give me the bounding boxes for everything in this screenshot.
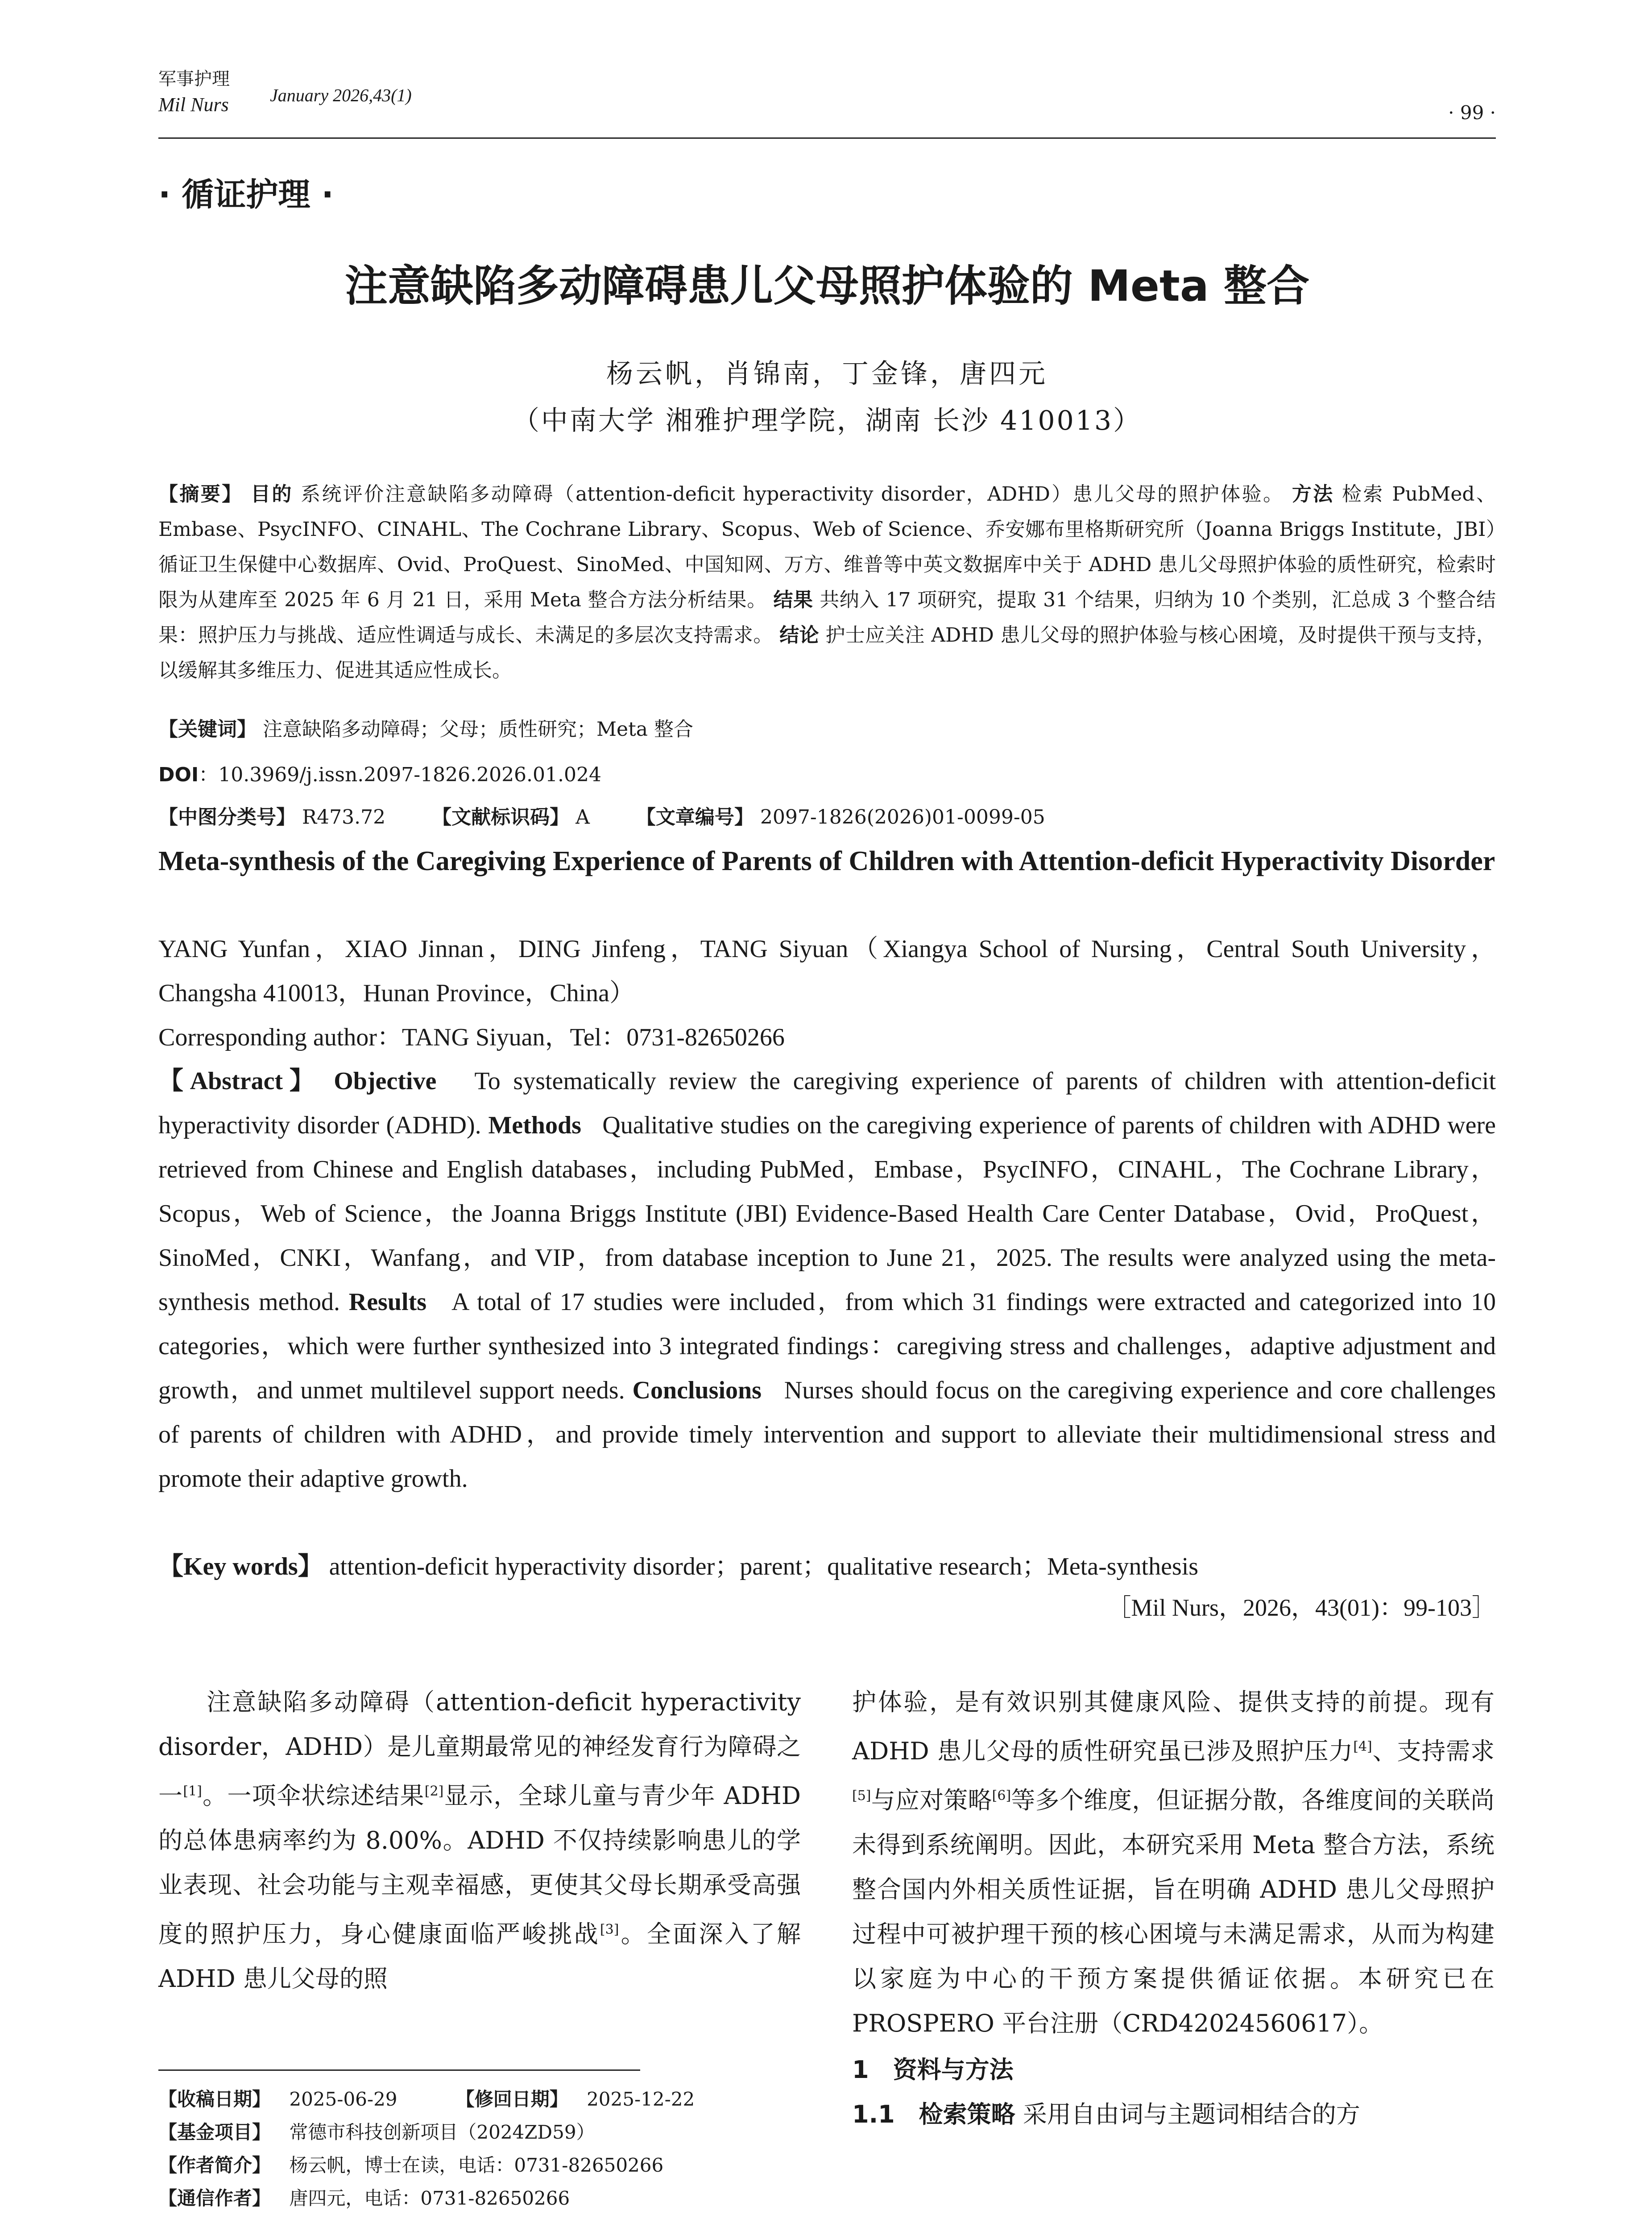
article-title: 注意缺陷多动障碍患儿父母照护体验的 Meta 整合	[344, 261, 1310, 311]
body-paragraph	[852, 1680, 1495, 2046]
article-number-label: 【文章编号】	[636, 806, 754, 829]
article-title-en: Meta-synthesis of the Caregiving Experience of Parents of Children with Attention-deficit Hyperactivity Disorder	[158, 846, 1495, 876]
keywords-en-label: 【Key words】	[158, 1553, 323, 1580]
received-label: 【收稿日期】	[158, 2088, 271, 2110]
doc-code-value: A	[576, 806, 590, 829]
author-bio-label: 【作者简介】	[158, 2154, 271, 2176]
abstract-cn	[158, 477, 1496, 688]
body-text: 。全面深入了解 ADHD 患儿父母的照	[158, 1920, 801, 1993]
body-text: 与应对策略	[871, 1786, 992, 1814]
doi-line	[158, 759, 1496, 787]
methods-en-label: Methods	[488, 1111, 581, 1139]
author-list: 杨云帆，肖锦南，丁金锋，唐四元	[606, 358, 1048, 390]
section-label: · 循证护理 ·	[158, 176, 334, 213]
reference-6: [6]	[992, 1788, 1011, 1804]
issue-date: January 2026,43(1)	[270, 85, 412, 105]
reference-4: [4]	[1353, 1739, 1372, 1754]
corresponding-text: 唐四元，电话：0731-82650266	[289, 2187, 570, 2209]
body-text: 。一项伞状综述结果	[202, 1782, 425, 1810]
corresponding-label: 【通信作者】	[158, 2187, 271, 2209]
citation: ［Mil Nurs，2026，43(01)：99-103］	[1107, 1594, 1496, 1621]
doc-code-label: 【文献标识码】	[432, 806, 570, 829]
abstract-en-label: 【Abstract】	[158, 1067, 321, 1095]
fund-text: 常德市科技创新项目（2024ZD59）	[289, 2121, 595, 2143]
keywords-cn	[158, 713, 1496, 742]
objective-en-text: To systematically review the caregiving experience of parents of children with attention-deficit hyperactivity disorder (ADHD).	[158, 1067, 1496, 1139]
received-date: 2025-06-29	[289, 2088, 397, 2110]
conclusion-en-label: Conclusions	[632, 1377, 762, 1404]
footnote-author	[158, 2149, 828, 2182]
footnote-dates	[158, 2083, 828, 2116]
doi-text: ：10.3969/j.issn.2097-1826.2026.01.024	[199, 763, 601, 786]
revised-date: 2025-12-22	[587, 2088, 695, 2110]
journal-name-cn: 军事护理	[158, 69, 230, 89]
reference-5: [5]	[852, 1788, 871, 1804]
body-left-column	[158, 1680, 801, 2001]
results-label: 结果	[773, 589, 813, 611]
conclusion-text: 护士应关注 ADHD 患儿父母的照护体验与核心困境，及时提供干预与支持，以缓解其多维压力、促进其适应性成长。	[158, 624, 1496, 682]
objective-label: 目的	[250, 483, 293, 506]
article-number-value: 2097-1826(2026)01-0099-05	[760, 806, 1045, 829]
footnote-corresponding	[158, 2182, 828, 2215]
body-text: 显示，全球儿童与青少年 ADHD 的总体患病率约为 8.00%。ADHD 不仅持续影响患儿的学业表现、社会功能与主观幸福感，更使其父母长期承受高强度的照护压力，身心健康面临严峻挑战	[158, 1782, 801, 1948]
reference-3: [3]	[600, 1922, 619, 1937]
body-text: 等多个维度，但证据分散，各维度间的关联尚未得到系统阐明。因此，本研究采用 Meta 整合方法，系统整合国内外相关质性证据，旨在明确 ADHD 患儿父母照护过程中可被护理干预的核心困境与未满足需求，从而为构建以家庭为中心的干预方案提供循证依据。本研究已在 PROSPERO 平台注册（CRD42024560617）。	[852, 1786, 1495, 2037]
keywords-text: 注意缺陷多动障碍；父母；质性研究；Meta 整合	[263, 718, 693, 741]
keywords-en-text: attention-deficit hyperactivity disorder；parent；qualitative research；Meta-synthesis	[329, 1553, 1199, 1580]
body-text: 、支持需求	[1372, 1737, 1495, 1765]
keywords-label: 【关键词】	[158, 718, 257, 741]
header-divider	[158, 137, 1496, 139]
subsection-heading: 1.1 检索策略	[852, 2100, 1015, 2128]
objective-en-label: Objective	[334, 1067, 437, 1095]
keywords-en	[158, 1545, 1496, 1589]
doi-label: DOI	[158, 763, 199, 786]
fund-label: 【基金项目】	[158, 2121, 271, 2143]
abstract-en	[158, 1059, 1496, 1501]
clc-label: 【中图分类号】	[158, 806, 296, 829]
reference-1: [1]	[183, 1783, 202, 1799]
objective-text: 系统评价注意缺陷多动障碍（attention-deficit hyperactivity disorder，ADHD）患儿父母的照护体验。	[301, 483, 1284, 506]
footnote-divider	[158, 2069, 640, 2071]
abstract-label: 【摘要】	[158, 483, 243, 506]
classification-line	[158, 801, 1496, 829]
results-en-label: Results	[348, 1288, 426, 1316]
results-en-text: A total of 17 studies were included，from which 31 findings were extracted and categorized into 10 categories，which were further synthesized into 3 integrated findings：caregiving stress and challenges，adaptive adjustment and growth，and unmet multilevel support needs.	[158, 1288, 1496, 1404]
body-text: 注意缺陷多动障碍（attention-deficit hyperactivity disorder，ADHD）是儿童期最常见的神经发育行为障碍之一	[158, 1688, 801, 1810]
body-text: 护体验，是有效识别其健康风险、提供支持的前提。现有 ADHD 患儿父母的质性研究虽已涉及照护压力	[852, 1688, 1495, 1765]
author-bio-text: 杨云帆，博士在读，电话：0731-82650266	[289, 2154, 664, 2176]
reference-2: [2]	[424, 1783, 444, 1799]
authors-en: YANG Yunfan，XIAO Jinnan，DING Jinfeng，TANG Siyuan（Xiangya School of Nursing，Central South University，Changsha 410013，Hunan Province，China）	[158, 935, 1496, 1007]
body-text: 采用自由词与主题词相结合的方	[1023, 2100, 1360, 2128]
methods-text: 检索 PubMed、Embase、PsycINFO、CINAHL、The Cochrane Library、Scopus、Web of Science、乔安娜布里格斯研究所（Joanna Briggs Institute，JBI）循证卫生保健中心数据库、Ovid、ProQuest、SinoMed、中国知网、万方、维普等中英文数据库中关于 ADHD 患儿父母照护体验的质性研究，检索时限为从建库至 2025 年 6 月 21 日，采用 Meta 整合方法分析结果。	[158, 483, 1496, 611]
conclusion-label: 结论	[779, 624, 820, 647]
methods-en-text: Qualitative studies on the caregiving experience of parents of children with ADHD were retrieved from Chinese and English databases，including PubMed，Embase，PsycINFO，CINAHL，The Cochrane Library，Scopus，Web of Science，the Joanna Briggs Institute (JBI) Evidence-Based Health Care Center Database，Ovid，ProQuest，SinoMed，CNKI，Wanfang，and VIP，from database inception to June 21，2025. The results were analyzed using the meta-synthesis method.	[158, 1111, 1496, 1316]
body-right-column	[852, 1680, 1495, 2137]
affiliation: （中南大学 湘雅护理学院，湖南 长沙 410013）	[512, 405, 1142, 436]
subsection-1-1	[852, 2092, 1495, 2137]
methods-label: 方法	[1292, 483, 1334, 506]
section-heading-1: 1 资料与方法	[852, 2056, 1014, 2084]
revised-label: 【修回日期】	[455, 2088, 568, 2110]
results-text: 共纳入 17 项研究，提取 31 个结果，归纳为 10 个类别，汇总成 3 个整合结果：照护压力与挑战、适应性调适与成长、未满足的多层次支持需求。	[158, 589, 1496, 647]
clc-value: R473.72	[302, 806, 386, 829]
conclusion-en-text: Nurses should focus on the caregiving experience and core challenges of parents of children with ADHD，and provide timely intervention and support to alleviate their multidimensional stress and promote their adaptive growth.	[158, 1377, 1496, 1493]
journal-name-en: Mil Nurs	[158, 94, 229, 116]
page-number: · 99 ·	[1448, 102, 1496, 124]
journal-name	[158, 66, 230, 118]
corresponding-author: Corresponding author：TANG Siyuan，Tel：0731-82650266	[158, 1024, 785, 1051]
footnote-fund	[158, 2116, 828, 2149]
